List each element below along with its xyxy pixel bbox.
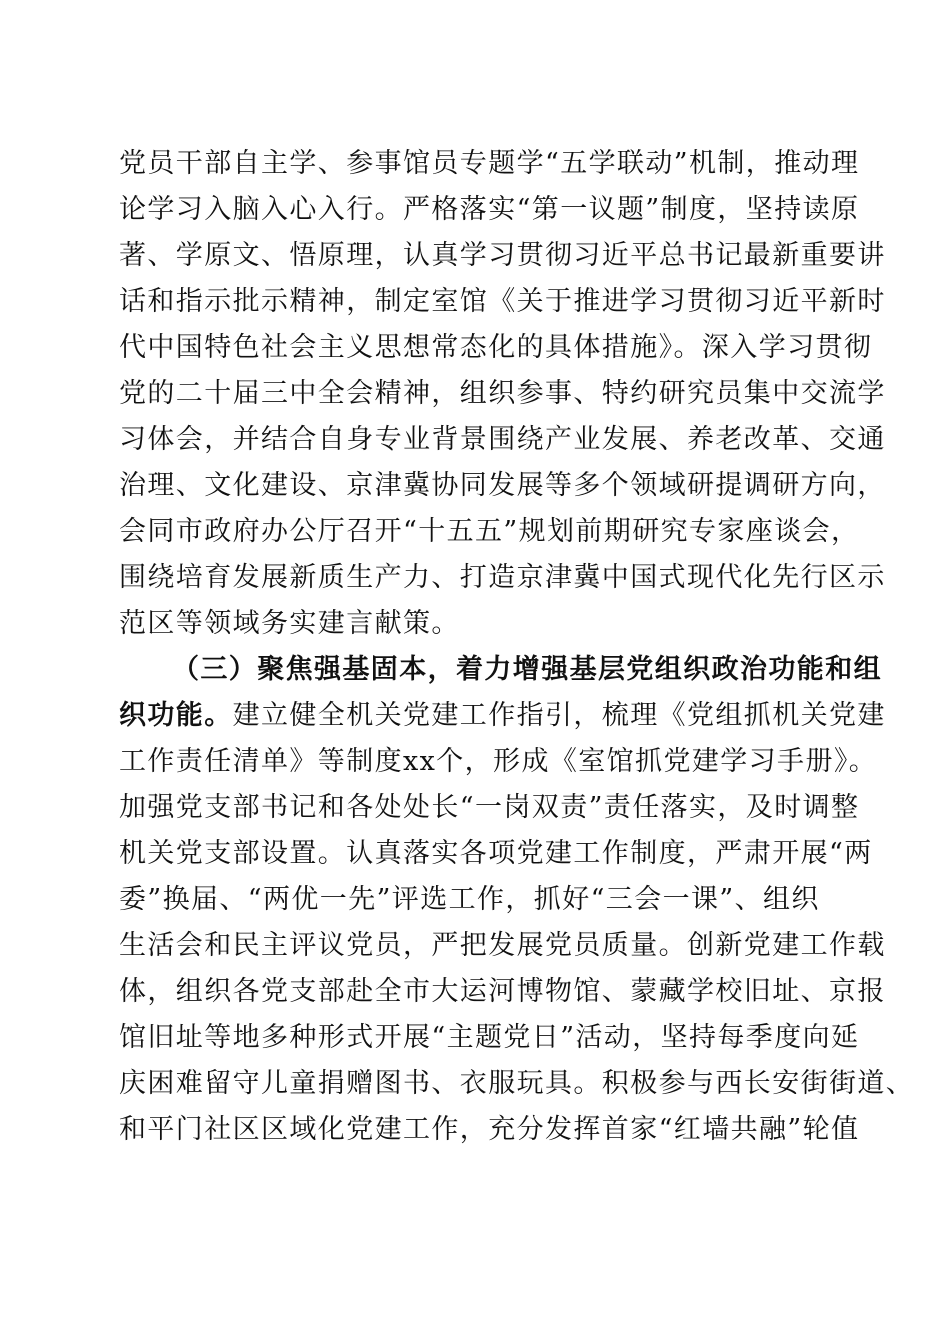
body-text-run: 建立健全机关党建工作指引，梳理《党组抓机关党建 xyxy=(232,700,886,731)
section-heading-end: 织功能。 xyxy=(119,700,233,731)
body-text-line: 论学习入脑入心入行。严格落实“第一议题”制度，坚持读原 xyxy=(119,194,860,225)
body-text-line: 围绕培育发展新质生产力、打造京津冀中国式现代化先行区示 xyxy=(119,562,886,593)
body-text-line: 党的二十届三中全会精神，组织参事、特约研究员集中交流学 xyxy=(119,378,886,409)
body-text-line: 委”换届、“两优一先”评选工作，抓好“三会一课”、组织 xyxy=(119,884,820,915)
body-text-line: 治理、文化建设、京津冀协同发展等多个领域研提调研方向， xyxy=(119,470,886,501)
body-text-line: 庆困难留守儿童捐赠图书、衣服玩具。积极参与西长安街街道、 xyxy=(119,1068,915,1099)
body-text-line: 工作责任清单》等制度xx个，形成《室馆抓党建学习手册》。 xyxy=(119,746,878,777)
body-text-line: 机关党支部设置。认真落实各项党建工作制度，严肃开展“两 xyxy=(119,838,873,869)
body-text-line: 代中国特色社会主义思想常态化的具体措施》。深入学习贯彻 xyxy=(119,332,873,363)
body-text-line: 党员干部自主学、参事馆员专题学“五学联动”机制，推动理 xyxy=(119,148,860,179)
body-text-line: 馆旧址等地多种形式开展“主题党日”活动，坚持每季度向延 xyxy=(119,1022,860,1053)
body-text-line: 范区等领域务实建言献策。 xyxy=(119,608,460,639)
section-heading: （三）聚焦强基固本，着力增强基层党组织政治功能和组 xyxy=(172,654,882,685)
body-text-line: 和平门社区区域化党建工作，充分发挥首家“红墙共融”轮值 xyxy=(119,1114,860,1145)
body-text-line: 体，组织各党支部赴全市大运河博物馆、蒙藏学校旧址、京报 xyxy=(119,976,886,1007)
body-text-line: 话和指示批示精神，制定室馆《关于推进学习贯彻习近平新时 xyxy=(119,286,886,317)
body-text-line: 习体会，并结合自身专业背景围绕产业发展、养老改革、交通 xyxy=(119,424,886,455)
body-text-line: 著、学原文、悟原理，认真学习贯彻习近平总书记最新重要讲 xyxy=(119,240,886,271)
body-text-line: 加强党支部书记和各处处长“一岗双责”责任落实，及时调整 xyxy=(119,792,860,823)
body-text-line: 会同市政府办公厅召开“十五五”规划前期研究专家座谈会， xyxy=(119,516,860,547)
body-text-line: 生活会和民主评议党员，严把发展党员质量。创新党建工作载 xyxy=(119,930,886,961)
section-heading-continuation xyxy=(119,698,886,734)
